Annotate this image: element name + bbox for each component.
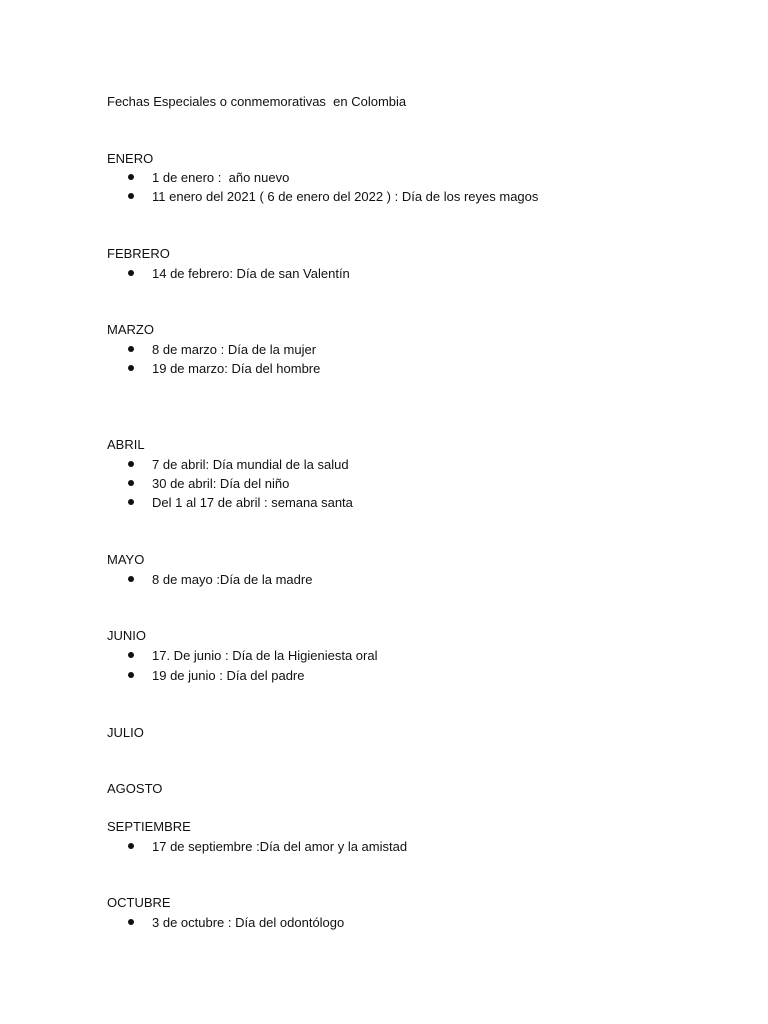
bullet-icon [128, 480, 134, 486]
month-heading-enero: ENERO [107, 151, 154, 166]
bullet-icon [128, 270, 134, 276]
list-item: 14 de febrero: Día de san Valentín [152, 266, 350, 281]
list-item: 17. De junio : Día de la Higieniesta oral [152, 648, 378, 663]
bullet-icon [128, 843, 134, 849]
month-heading-julio: JULIO [107, 725, 144, 740]
list-item: Del 1 al 17 de abril : semana santa [152, 495, 353, 510]
month-heading-octubre: OCTUBRE [107, 895, 171, 910]
month-heading-febrero: FEBRERO [107, 246, 170, 261]
bullet-icon [128, 174, 134, 180]
month-heading-mayo: MAYO [107, 552, 145, 567]
month-heading-abril: ABRIL [107, 437, 145, 452]
bullet-icon [128, 576, 134, 582]
month-heading-junio: JUNIO [107, 628, 146, 643]
bullet-icon [128, 499, 134, 505]
bullet-icon [128, 919, 134, 925]
month-heading-marzo: MARZO [107, 322, 154, 337]
document-title: Fechas Especiales o conmemorativas en Colombia [107, 94, 407, 109]
bullet-icon [128, 365, 134, 371]
list-item: 19 de marzo: Día del hombre [152, 361, 321, 376]
list-item: 1 de enero : año nuevo [152, 170, 290, 185]
bullet-icon [128, 461, 134, 467]
month-heading-septiembre: SEPTIEMBRE [107, 819, 191, 834]
bullet-icon [128, 193, 134, 199]
list-item: 7 de abril: Día mundial de la salud [152, 457, 349, 472]
list-item: 19 de junio : Día del padre [152, 668, 305, 683]
list-item: 3 de octubre : Día del odontólogo [152, 915, 345, 930]
list-item: 8 de mayo :Día de la madre [152, 572, 313, 587]
list-item: 17 de septiembre :Día del amor y la amistad [152, 839, 408, 854]
month-heading-agosto: AGOSTO [107, 781, 163, 796]
list-item: 11 enero del 2021 ( 6 de enero del 2022 ) : Día de los reyes magos [152, 189, 539, 204]
list-item: 30 de abril: Día del niño [152, 476, 290, 491]
bullet-icon [128, 346, 134, 352]
bullet-icon [128, 672, 134, 678]
bullet-icon [128, 652, 134, 658]
list-item: 8 de marzo : Día de la mujer [152, 342, 317, 357]
